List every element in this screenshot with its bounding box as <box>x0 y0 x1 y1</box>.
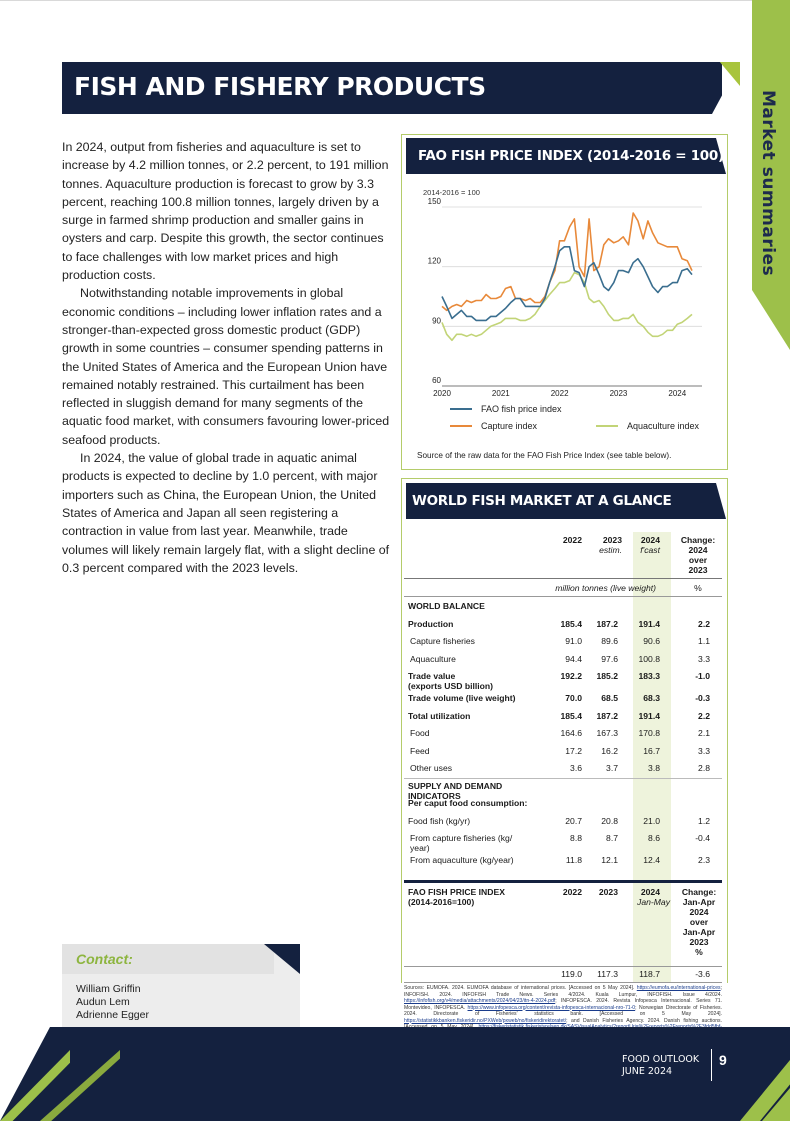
x-tick-label: 2023 <box>609 389 628 398</box>
cell-change: -0.4 <box>695 833 710 843</box>
cell-2023: 8.7 <box>606 833 618 843</box>
row-label-text: Other uses <box>410 763 453 773</box>
cell-2023: 12.1 <box>601 855 618 865</box>
cell-2022: 17.2 <box>565 745 582 756</box>
row-label <box>408 671 546 691</box>
cell-2022: 70.0 <box>565 693 582 703</box>
cell-2022: 185.4 <box>560 618 582 629</box>
cell-2024: 191.4 <box>638 710 660 721</box>
row-label <box>410 636 548 646</box>
row-label-text: Feed <box>410 745 430 756</box>
contact-name: Audun Lem <box>76 996 130 1008</box>
body-paragraph-2: Notwithstanding notable improvements in global economic conditions – including lower inflation rates and a stronger-than-expected gross domestic product (GDP) growth in some countries – consumer spending patterns in the United States of America and the European Union have remained notably restrained. This curtailment has been reflected in sluggish demand for many segments of the aquatic food market, with consumers favouring lower-priced seafood products. <box>62 286 390 447</box>
index-label: FAO FISH PRICE INDEX <box>408 887 505 897</box>
index-h-change-l: 2023 <box>689 937 709 947</box>
body-paragraph-1: In 2024, output from fisheries and aquaculture is set to increase by 4.2 million tonnes, or 2.2 percent, to 191 million tonnes. Aquaculture production is forecast to grow by 3.3 percent, reaching 100.8 million tonnes, largely driven by a surge in farmed shrimp production and smaller gains in oysters and carp. Despite this growth, the sector continues to face challenges with low market prices and high production costs. <box>62 140 389 283</box>
chart-subtitle: 2014-2016 = 100 <box>423 188 480 197</box>
sources-text: ; INFOFISH. 2024. INFOFISH Trade News. Series 4/2024. Kuala Lumpur, INFOFISH. Issue 4/2024. <box>404 985 722 998</box>
source-link[interactable]: https://infofish.org/v4/media/attachments/2024/04/23/itn-4-2024.pdf <box>404 998 556 1004</box>
cell-2023: 187.2 <box>596 710 618 721</box>
row-label-text: Aquaculture <box>410 653 456 664</box>
y-tick-label: 120 <box>427 256 441 266</box>
cell-2022: 20.7 <box>565 815 582 826</box>
cell-change: -0.3 <box>695 693 710 703</box>
col-header-change <box>674 535 722 575</box>
footer-publication <box>622 1054 699 1078</box>
x-tick-label: 2024 <box>668 389 687 398</box>
sources-text: Sources: EUMOFA. 2024. EUMOFA database of international prices. [Accessed on 5 May 2024]. <box>404 985 635 991</box>
table-rule <box>404 596 722 597</box>
cell-2023: 3.7 <box>606 763 618 773</box>
row-label-text: (exports USD billion) <box>408 681 493 691</box>
index-h-change-l: Jan-Apr <box>682 897 716 907</box>
row-label-text: From aquaculture (kg/year) <box>410 855 514 865</box>
cell-2023: 187.2 <box>596 618 618 629</box>
row-label <box>408 798 546 808</box>
cell-2024: 8.6 <box>648 833 660 843</box>
row-label <box>410 746 548 756</box>
source-link[interactable]: https://eumofa.eu/international-prices <box>636 985 721 991</box>
legend-label: Capture index <box>481 421 538 431</box>
cell-change: 2.8 <box>698 763 710 773</box>
cell-2024: 183.3 <box>638 671 660 681</box>
index-block-rule <box>404 880 722 883</box>
cell-2022: 11.8 <box>565 855 582 865</box>
footer-title: FOOD OUTLOOK <box>622 1054 700 1065</box>
cell-2023: 16.2 <box>601 745 618 756</box>
index-h-change-l: 2024 <box>689 907 709 917</box>
row-label-text: Trade value <box>408 671 456 681</box>
row-label-text: Trade volume (live weight) <box>408 693 516 703</box>
y-tick-label: 60 <box>432 376 441 385</box>
cell-2023: 89.6 <box>601 636 618 646</box>
row-label-text: SUPPLY AND DEMAND INDICATORS <box>408 780 503 801</box>
cell-change: 2.1 <box>698 728 710 738</box>
x-tick-label: 2021 <box>491 389 510 398</box>
cell-2023: 20.8 <box>601 815 618 826</box>
table-panel-title: WORLD FISH MARKET AT A GLANCE <box>412 493 672 509</box>
top-rule <box>0 0 752 1</box>
series-line-fao <box>442 247 692 321</box>
legend-label: Aquaculture index <box>627 421 700 431</box>
cell-2024: 68.3 <box>643 693 660 703</box>
cell-2023: 97.6 <box>601 653 618 664</box>
table-rule <box>404 966 722 967</box>
index-h-change-l: Change: <box>681 887 717 897</box>
index-h-2022: 2022 <box>562 887 582 897</box>
cell-2022: 164.6 <box>560 728 582 738</box>
row-label <box>408 816 546 826</box>
cell-2022: 3.6 <box>570 763 582 773</box>
row-label <box>408 601 546 611</box>
chart-source-note: Source of the raw data for the FAO Fish Price Index (see table below). <box>417 451 672 460</box>
index-value-2022: 119.0 <box>561 969 582 979</box>
page-title: FISH AND FISHERY PRODUCTS <box>74 72 486 101</box>
cell-2022: 91.0 <box>565 636 582 646</box>
units-change: % <box>694 583 702 593</box>
cell-change: 1.1 <box>698 636 710 646</box>
contact-name: William Griffin <box>76 983 141 995</box>
cell-2024: 170.8 <box>638 728 660 738</box>
row-label <box>410 833 548 853</box>
cell-change: 3.3 <box>698 745 710 756</box>
side-tab-label: Market summaries <box>758 90 778 277</box>
y-tick-label: 90 <box>432 316 441 326</box>
cell-2024: 90.6 <box>643 636 660 646</box>
cell-2023: 185.2 <box>596 671 618 681</box>
col-header-2022: 2022 <box>562 535 582 545</box>
row-label-text: Production <box>408 618 454 629</box>
table-rule <box>404 578 722 579</box>
contact-name: Adrienne Egger <box>76 1009 149 1021</box>
row-label <box>410 654 548 664</box>
cell-2023: 68.5 <box>601 693 618 703</box>
row-label-text: Food <box>410 728 430 738</box>
cell-change: 3.3 <box>698 653 710 664</box>
page-number: 9 <box>719 1052 727 1068</box>
row-label <box>408 711 546 721</box>
series-line-capture <box>442 213 692 310</box>
cell-2024: 21.0 <box>643 815 660 826</box>
source-link[interactable]: https://statistikkbanken.fiskeridir.no/PXWeb/pxweb/no/fiskeridirektoratet/ <box>404 1017 567 1024</box>
sources-text: ; Norwegian Directorate of Fisheries. 2024. Directorate of Fisheries' statistics bank. [Accessed on 5 May 2024]. <box>404 1004 722 1017</box>
footer-date: JUNE 2024 <box>622 1066 673 1077</box>
cell-2024: 3.8 <box>648 763 660 773</box>
chart-panel-title: FAO FISH PRICE INDEX (2014-2016 = 100) <box>418 148 724 164</box>
cell-2023: 167.3 <box>596 728 618 738</box>
row-label-text: Per caput food consumption: <box>408 798 528 808</box>
source-link[interactable]: https://www.infopesca.org/content/revista-infopesca-internacional-nro-71-0 <box>467 1004 636 1011</box>
cell-2024: 191.4 <box>638 618 660 629</box>
row-label-text: year) <box>410 843 430 853</box>
col-header-2024-sub: f'cast <box>640 545 660 555</box>
col-header-2023-sub: estim. <box>599 545 622 555</box>
index-h-change-l: over <box>689 917 709 927</box>
cell-change: 2.3 <box>698 855 710 865</box>
col-header-change-l1: Change: <box>680 535 716 545</box>
row-label-text: WORLD BALANCE <box>408 601 485 611</box>
row-label <box>410 763 548 773</box>
row-label <box>408 619 546 629</box>
row-label-text: Capture fisheries <box>410 636 475 646</box>
cell-2024: 100.8 <box>638 653 660 664</box>
row-label-text: Total utilization <box>408 710 471 721</box>
cell-change: 2.2 <box>698 618 710 629</box>
row-label <box>410 728 548 738</box>
cell-2022: 8.8 <box>570 833 582 843</box>
index-h-change-l: Jan-Apr <box>682 927 716 937</box>
cell-2024: 12.4 <box>643 855 660 865</box>
row-label-text: Food fish (kg/yr) <box>408 815 471 826</box>
index-label-2: (2014-2016=100) <box>408 897 475 907</box>
table-rule <box>404 778 722 779</box>
fao-price-chart <box>406 180 722 440</box>
cell-2022: 185.4 <box>560 710 582 721</box>
index-value-change: -3.6 <box>695 969 710 979</box>
units-label: million tonnes (live weight) <box>555 583 656 593</box>
row-label <box>410 855 548 865</box>
sources-text: ; INFOPESCA. 2024. Revista Infopesca Internacional. Series 71. Montevideo, INFOPESCA. <box>404 998 722 1011</box>
cell-change: 1.2 <box>698 815 710 826</box>
index-h-2024: 2024 <box>640 887 660 897</box>
x-tick-label: 2020 <box>433 389 451 398</box>
body-text <box>62 138 392 577</box>
cell-2024: 16.7 <box>643 745 660 756</box>
index-h-2023: 2023 <box>598 887 618 897</box>
index-value-2023: 117.3 <box>597 969 618 979</box>
x-tick-label: 2022 <box>550 389 569 398</box>
legend-label: FAO fish price index <box>481 404 562 414</box>
series-line-aquaculture <box>442 273 692 341</box>
cell-2022: 94.4 <box>565 653 582 664</box>
table-rule <box>404 982 722 983</box>
cell-change: 2.2 <box>698 710 710 721</box>
sources-text: ; and Danish Fisheries Agency. 2024. Danish fishing auctions. <box>566 1017 722 1024</box>
col-header-change-l3: over <box>688 555 708 565</box>
col-header-2024: 2024 <box>640 535 660 545</box>
row-label <box>408 693 546 703</box>
index-h-change <box>674 887 724 957</box>
index-h-2024-sub: Jan-May <box>637 897 670 907</box>
index-value-2024: 118.7 <box>639 969 660 979</box>
col-header-change-l4: 2023 <box>688 565 708 575</box>
forecast-column-highlight <box>633 532 671 982</box>
cell-change: -1.0 <box>695 671 710 681</box>
index-h-change-l: % <box>695 947 703 957</box>
col-header-2023: 2023 <box>602 535 622 545</box>
y-tick-label: 150 <box>427 197 441 206</box>
col-header-change-l2: 2024 <box>688 545 708 555</box>
contact-title: Contact: <box>76 951 133 967</box>
body-paragraph-3: In 2024, the value of global trade in aquatic animal products is expected to decline by 1.0 percent, with major importers such as China, the European Union, the United States of America and Japan all seen registering a contraction in value from last year. Meanwhile, trade volumes will likely remain largely flat, with a slight decline of 0.3 percent compared with the 2023 levels. <box>62 451 390 575</box>
cell-2022: 192.2 <box>560 671 582 681</box>
row-label-text: From capture fisheries (kg/ <box>410 833 513 843</box>
footer-divider <box>711 1049 712 1081</box>
